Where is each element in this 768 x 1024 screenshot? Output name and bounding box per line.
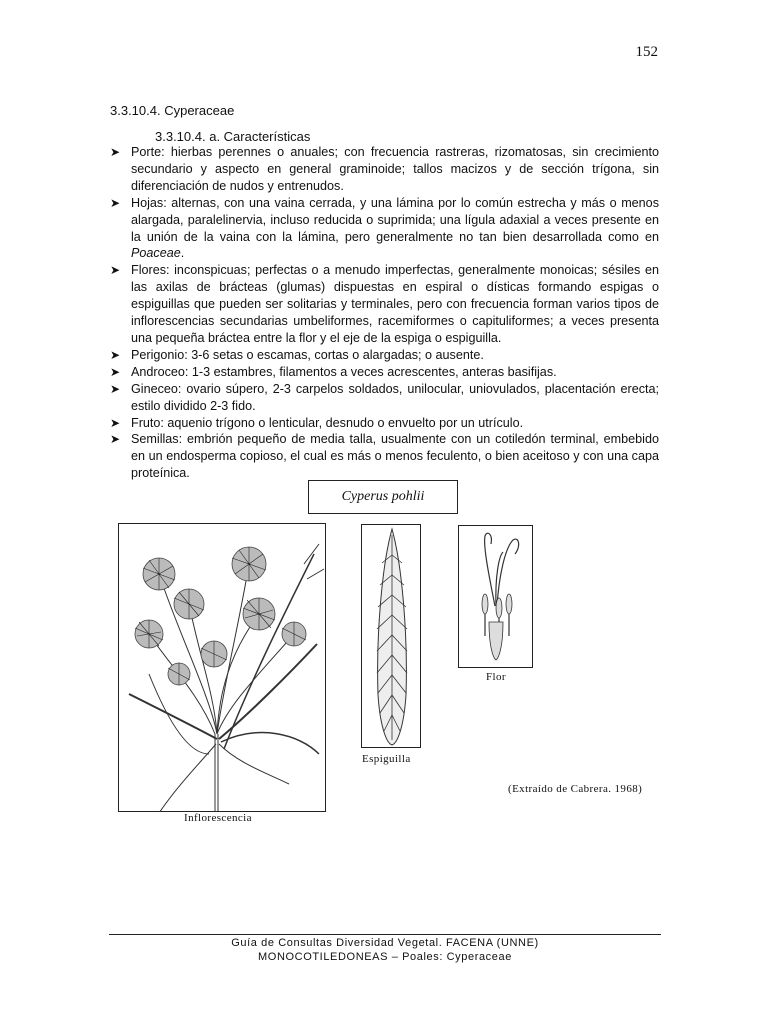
spikelet-illustration (361, 524, 421, 748)
item-label: Fruto: (131, 415, 164, 430)
item-label: Hojas: (131, 195, 167, 210)
list-item-porte (110, 144, 659, 195)
item-label: Flores: (131, 263, 170, 278)
caption-inflorescence: Inflorescencia (184, 812, 252, 824)
item-italic-term: Poaceae (131, 246, 181, 261)
footer-divider (109, 934, 661, 935)
item-label: Gineceo: (131, 381, 182, 396)
item-label: Androceo: (131, 364, 189, 379)
arrowhead-bullet-icon: ➤ (110, 347, 121, 362)
arrowhead-bullet-icon: ➤ (110, 195, 121, 210)
characteristics-list (110, 144, 659, 482)
list-item-perigonio (110, 347, 659, 364)
inflorescence-illustration (118, 523, 326, 812)
list-item-semillas (110, 431, 659, 482)
arrowhead-bullet-icon: ➤ (110, 381, 121, 396)
figure-title: Cyperus pohlii (308, 480, 458, 514)
flower-drawing (459, 526, 533, 668)
item-text: embrión pequeño de media talla, usualmente con un cotiledón terminal, embebido en un endosperma copioso, el cual es más o menos feculento, o bien aceitoso y con una capa proteínica. (131, 432, 659, 481)
arrowhead-bullet-icon: ➤ (110, 364, 121, 379)
subsection-heading: 3.3.10.4. a. Características (155, 129, 311, 144)
item-label: Semillas: (131, 432, 183, 447)
footer-line-1: Guía de Consultas Diversidad Vegetal. FACENA (UNNE) (231, 937, 539, 949)
item-text: alternas, con una vaina cerrada, y una lámina por lo común estrecha y más o menos alargada, paralelinervia, incluso reducida o suprimida; una lígula adaxial a veces presente en la unión de la vaina con la lámina, pero generalmente no tan bien desarrollada como en (131, 195, 659, 244)
item-label: Porte: (131, 145, 165, 159)
flower-illustration (458, 525, 533, 668)
list-item-gineceo (110, 381, 659, 415)
arrowhead-bullet-icon: ➤ (110, 432, 121, 447)
page-number: 152 (635, 44, 658, 60)
spikelet-drawing (362, 525, 421, 748)
caption-flower: Flor (486, 671, 506, 683)
item-label: Perigonio: (131, 347, 188, 362)
item-text: inconspicuas; perfectas o a menudo imperfectas, generalmente monoicas; sésiles en las axilas de brácteas (glumas) dispuestas en espiral o dísticas formando espigas o espiguillas que pueden ser solitarias y terminales, pero con frecuencia forman varios tipos de inflorescencias secundarias umbeliformes, racemiformes o capituliformes; a veces presenta una pequeña bráctea entre la flor y el eje de la espiga o espiguilla. (131, 263, 659, 345)
list-item-hojas (110, 195, 659, 263)
list-item-fruto (110, 415, 659, 432)
arrowhead-bullet-icon: ➤ (110, 145, 121, 159)
item-text: 1-3 estambres, filamentos a veces acrescentes, anteras basifijas. (188, 364, 557, 379)
item-text: 3-6 setas o escamas, cortas o alargadas; o ausente. (187, 347, 484, 362)
arrowhead-bullet-icon: ➤ (110, 263, 121, 278)
inflorescence-drawing (119, 524, 326, 812)
list-item-flores (110, 262, 659, 347)
caption-spikelet: Espiguilla (362, 753, 411, 765)
section-heading: 3.3.10.4. Cyperaceae (110, 103, 235, 118)
item-text: hierbas perennes o anuales; con frecuencia rastreras, rizomatosas, sin crecimiento secundario y aspecto en general graminoide; tallos macizos y de sección trígona, sin diferenciación de nudos y entrenudos. (131, 145, 659, 193)
item-text-end: . (180, 246, 185, 261)
list-item-androceo (110, 364, 659, 381)
arrowhead-bullet-icon: ➤ (110, 415, 121, 430)
item-text: aquenio trígono o lenticular, desnudo o envuelto por un utrículo. (163, 415, 524, 430)
footer-line-2: MONOCOTILEDONEAS – Poales: Cyperaceae (258, 951, 512, 963)
figure-source: (Extraído de Cabrera. 1968) (508, 783, 643, 795)
item-text: ovario súpero, 2-3 carpelos soldados, unilocular, uniovulados, placentación erecta; estilo dividido 2-3 fido. (131, 381, 659, 413)
